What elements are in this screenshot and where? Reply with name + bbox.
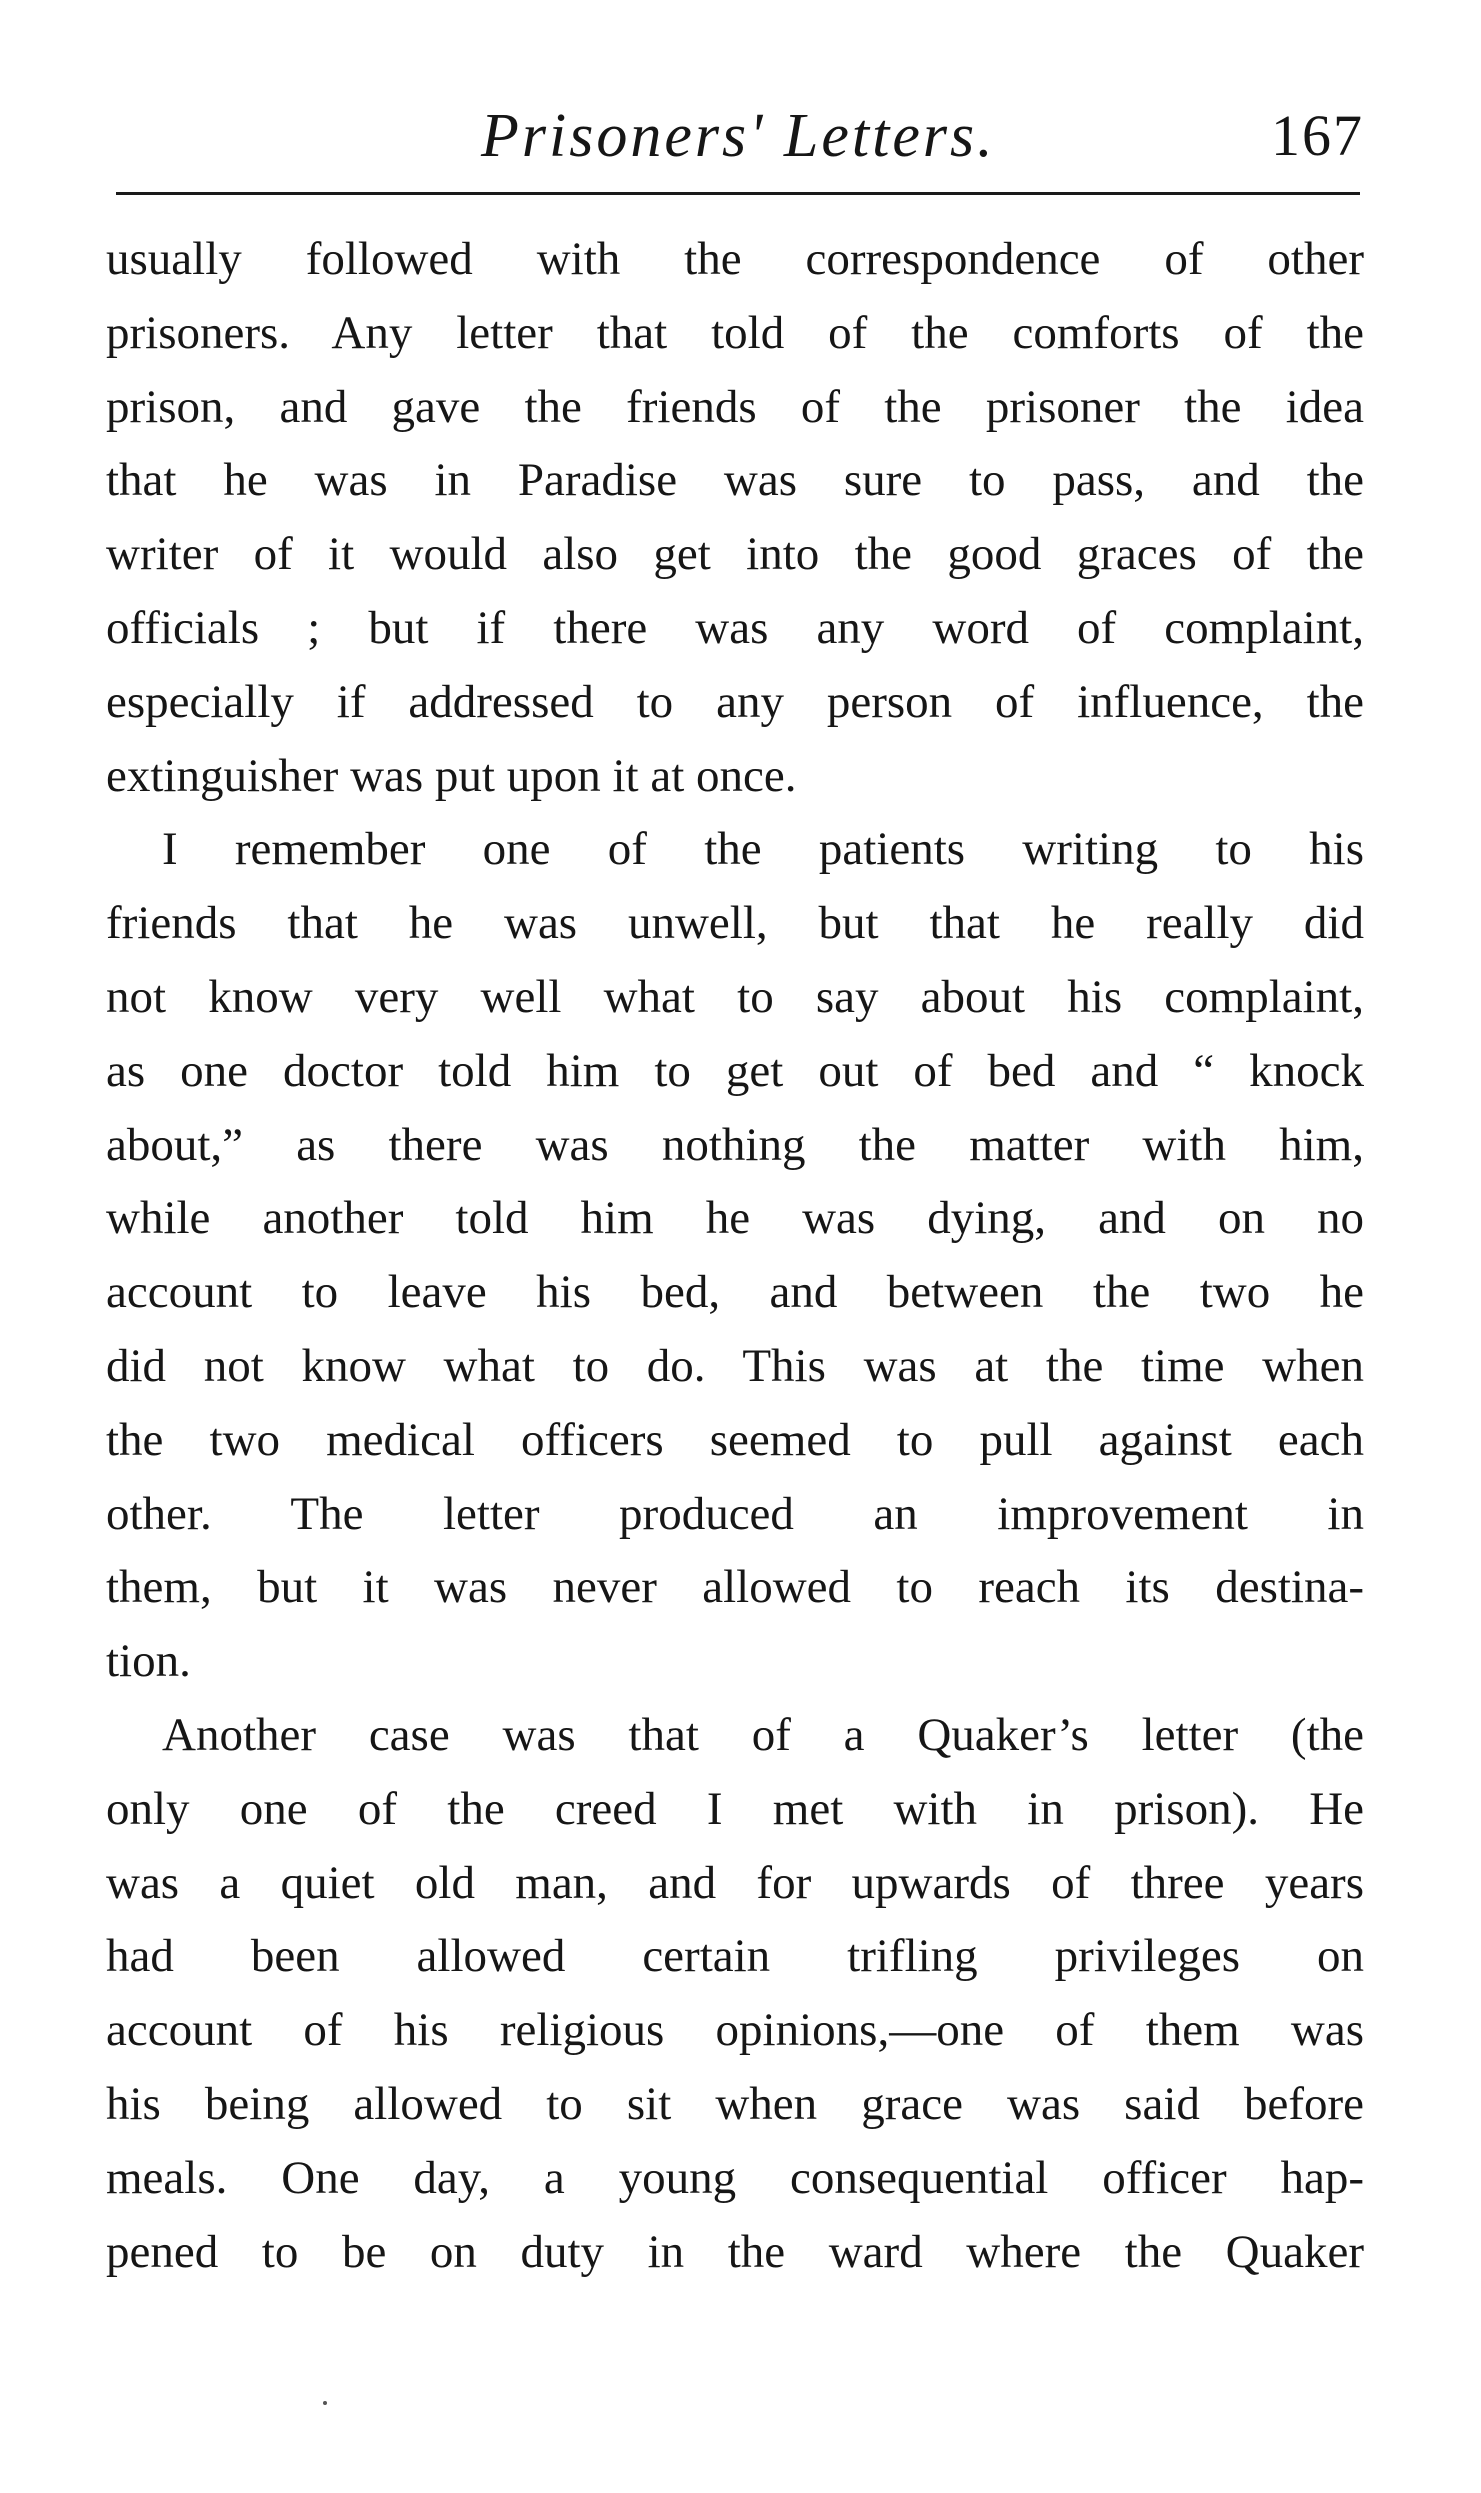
header-rule	[116, 192, 1360, 195]
text-line: prisoners. Any letter that told of the comforts of the	[106, 306, 1364, 359]
text-line: about,” as there was nothing the matter with him,	[106, 1118, 1364, 1171]
text-line: only one of the creed I met with in prison). He	[106, 1782, 1364, 1835]
text-line: Another case was that of a Quaker’s letter (the	[162, 1708, 1364, 1761]
page-number: 167	[1271, 103, 1364, 168]
text-line: did not know what to do. This was at the time when	[106, 1339, 1364, 1392]
text-line: his being allowed to sit when grace was said before	[106, 2077, 1364, 2130]
text-line: friends that he was unwell, but that he really did	[106, 897, 1364, 950]
text-line: not know very well what to say about his complaint,	[106, 970, 1364, 1023]
text-line: was a quiet old man, and for upwards of three years	[106, 1856, 1364, 1909]
text-line: officials ; but if there was any word of complaint,	[106, 601, 1364, 654]
text-line: account to leave his bed, and between the two he	[106, 1266, 1364, 1319]
text-line: extinguisher was put upon it at once.	[106, 749, 797, 802]
text-line: had been allowed certain trifling privileges on	[106, 1930, 1364, 1983]
text-line: especially if addressed to any person of influence, the	[106, 675, 1364, 728]
running-title: Prisoners' Letters.	[481, 102, 996, 170]
text-line: I remember one of the patients writing to his	[162, 823, 1364, 876]
text-line: usually followed with the correspondence of other	[106, 233, 1364, 285]
text-line: meals. One day, a young consequential officer hap-	[106, 2151, 1364, 2204]
text-line: tion.	[106, 1635, 191, 1688]
text-line: the two medical officers seemed to pull against each	[106, 1413, 1364, 1466]
text-line: pened to be on duty in the ward where the Quaker	[106, 2225, 1364, 2278]
text-line: other. The letter produced an improvement in	[106, 1487, 1364, 1540]
text-line: prison, and gave the friends of the prisoner the idea	[106, 380, 1364, 433]
text-line: writer of it would also get into the good graces of the	[106, 528, 1364, 581]
text-line: that he was in Paradise was sure to pass, and the	[106, 454, 1364, 507]
body-text	[106, 223, 1364, 2289]
text-line: as one doctor told him to get out of bed and “ knock	[106, 1044, 1364, 1097]
text-line: account of his religious opinions,—one of them was	[106, 2004, 1364, 2057]
text-line: them, but it was never allowed to reach its destina-	[106, 1561, 1364, 1614]
ink-speck	[323, 2401, 327, 2405]
text-line: while another told him he was dying, and on no	[106, 1192, 1364, 1245]
running-header	[106, 96, 1364, 176]
